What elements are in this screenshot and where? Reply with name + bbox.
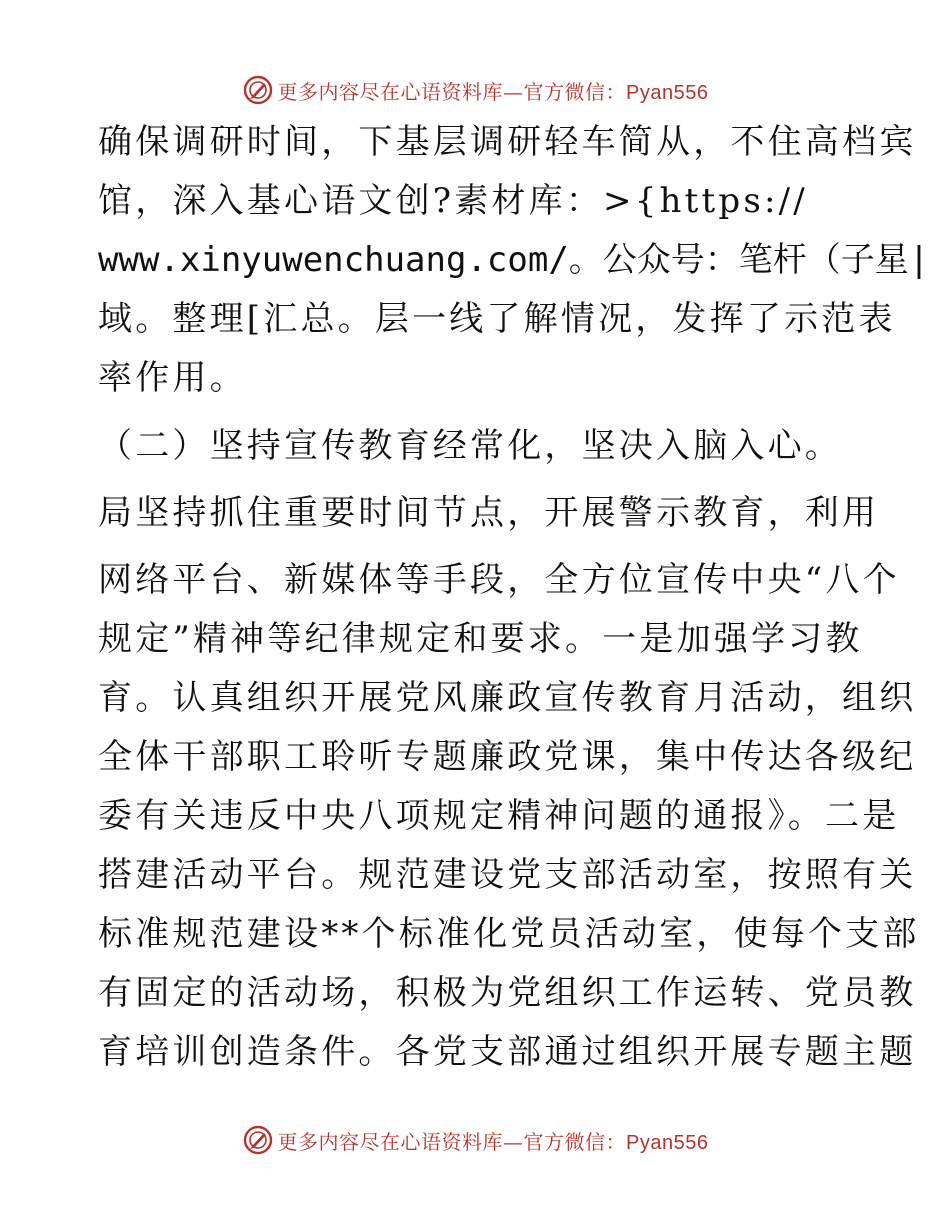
body-line: 育。认真组织开展党风廉政宣传教育月活动，组织 <box>98 678 917 718</box>
body-line: 率作用。 <box>98 358 247 398</box>
body-line: 域。整理[汇总。层一线了解情况，发挥了示范表 <box>98 299 896 339</box>
footer-watermark-text <box>278 1126 709 1155</box>
body-line: 委有关违反中央八项规定精神问题的通报》。二是 <box>98 796 900 836</box>
body-line: 馆，深入基心语文创?素材库：>{https:// <box>98 181 808 221</box>
brand-logo-icon <box>242 1124 274 1156</box>
body-line: 标准规范建设**个标准化党员活动室，使每个支部 <box>98 914 920 954</box>
header-wechat-id: Pyan556 <box>626 81 709 104</box>
header-wechat-label: 官方微信： <box>523 79 627 104</box>
footer-wechat-id: Pyan556 <box>626 1131 709 1154</box>
header-watermark-text <box>278 76 709 105</box>
footer-separator: — <box>503 1129 524 1154</box>
footer-brand: 更多内容尽在心语资料库 <box>277 1129 504 1154</box>
body-line: 网络平台、新媒体等手段，全方位宣传中央“八个 <box>98 560 900 600</box>
header-brand: 更多内容尽在心语资料库 <box>277 79 504 104</box>
body-line: 全体干部职工聆听专题廉政党课，集中传达各级纪 <box>98 737 917 777</box>
body-line: 有固定的活动场，积极为党组织工作运转、党员教 <box>98 973 917 1013</box>
body-line <box>98 240 930 280</box>
body-line: 育培训创造条件。各党支部通过组织开展专题主题 <box>98 1032 917 1072</box>
section-heading: （二）坚持宣传教育经常化，坚决入脑入心。 <box>98 426 842 466</box>
body-line-text: www.xinyuwenchuang.com/。公众号：笔杆（子星| <box>98 240 930 280</box>
footer-watermark <box>0 1120 950 1160</box>
body-line: 确保调研时间，下基层调研轻车简从，不住高档宾 <box>98 122 917 162</box>
body-line: 规定”精神等纪律规定和要求。一是加强学习教 <box>98 619 863 659</box>
body-line: 搭建活动平台。规范建设党支部活动室，按照有关 <box>98 855 917 895</box>
body-line: 局坚持抓住重要时间节点，开展警示教育，利用 <box>98 493 880 533</box>
brand-logo-icon <box>242 74 274 106</box>
header-watermark <box>0 70 950 110</box>
footer-wechat-label: 官方微信： <box>523 1129 627 1154</box>
header-separator: — <box>503 79 524 104</box>
